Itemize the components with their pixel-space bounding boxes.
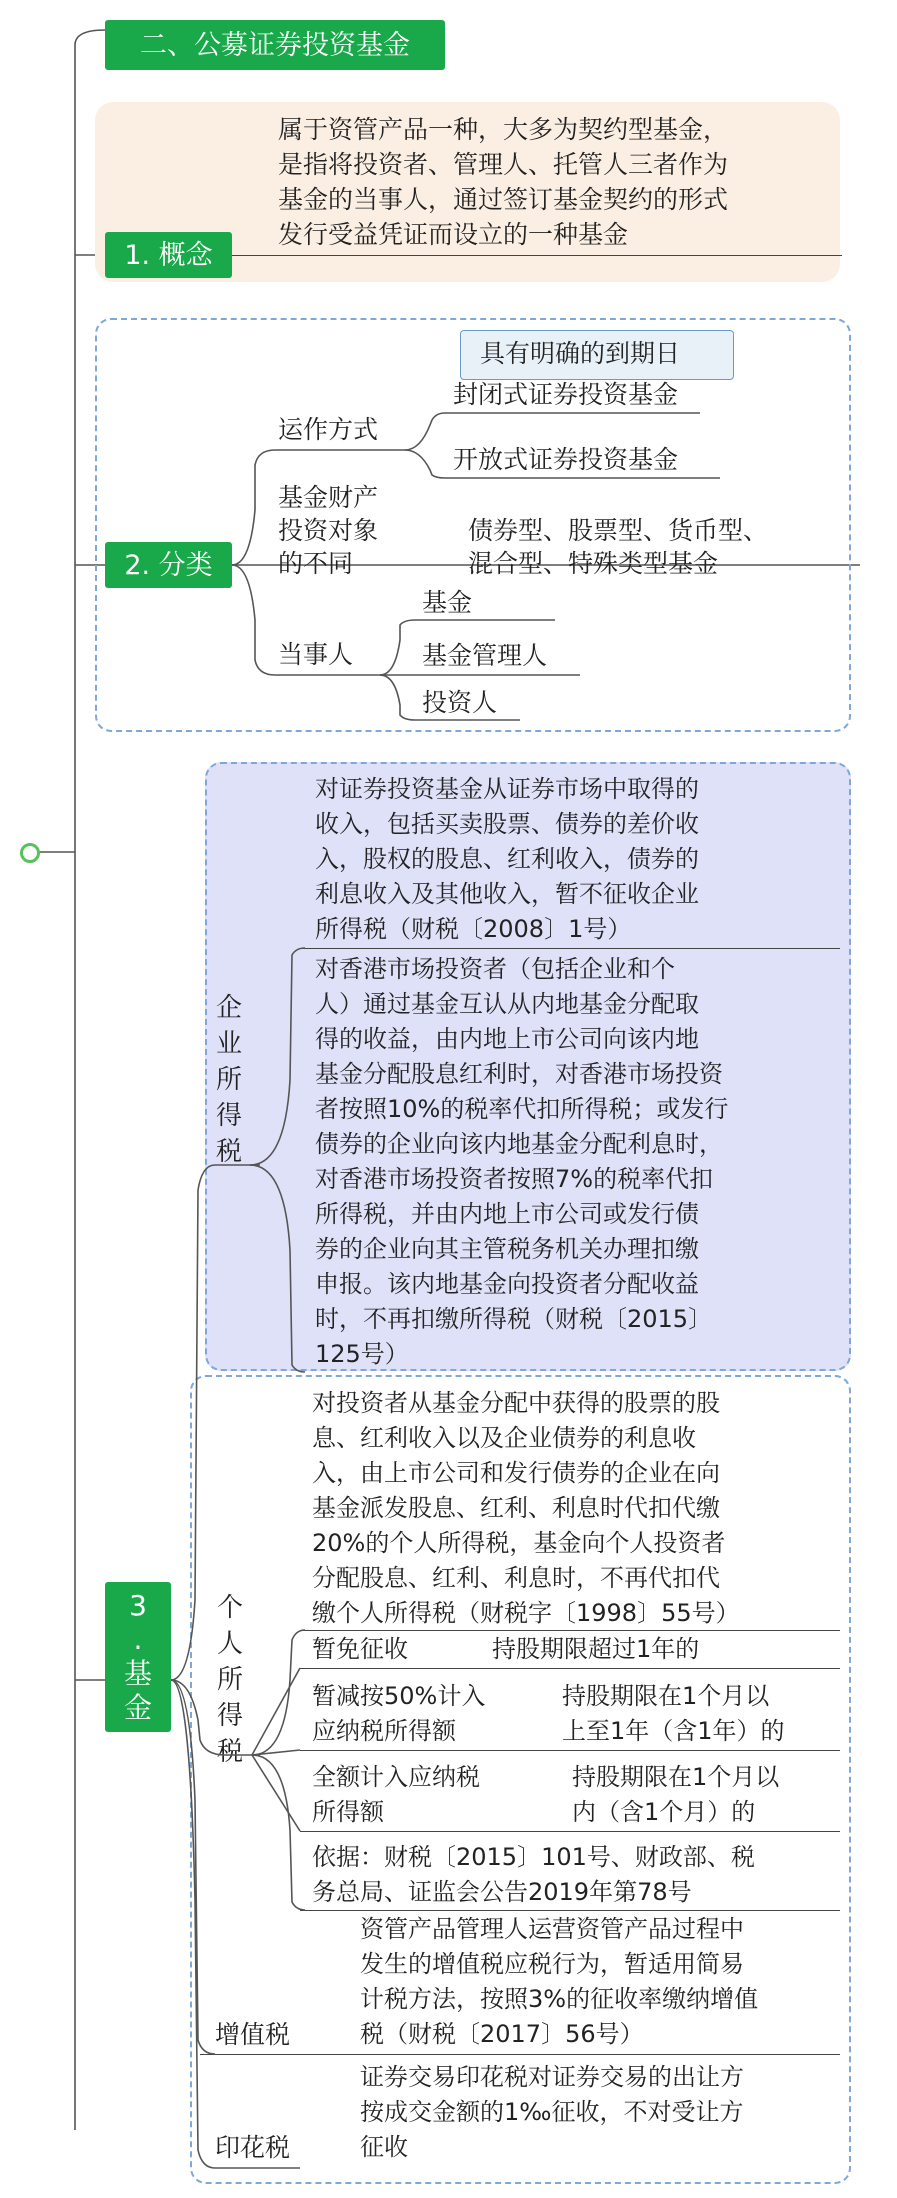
full-right-line: 持股期限在1个月以 xyxy=(572,1763,780,1791)
corporate-p2-line: 对香港市场投资者按照7%的税率代扣 xyxy=(315,1165,714,1193)
concept-badge[interactable]: 1. 概念 xyxy=(105,232,232,278)
personal-intro-line: 入，由上市公司和发行债券的企业在向 xyxy=(312,1459,720,1487)
assets-label-line-2: 投资对象 xyxy=(278,516,379,545)
full-left-line: 全额计入应纳税 xyxy=(312,1763,480,1791)
corporate-p2-line: 时，不再扣缴所得税（财税〔2015〕 xyxy=(315,1305,713,1333)
exempt-left: 暂免征收 xyxy=(312,1635,408,1663)
stamp-line: 征收 xyxy=(360,2133,408,2161)
basis-line: 务总局、证监会公告2019年第78号 xyxy=(312,1878,692,1906)
personal-tax-label-char: 税 xyxy=(216,1737,243,1767)
exempt-right: 持股期限超过1年的 xyxy=(492,1635,700,1663)
stamp-line: 证券交易印花税对证券交易的出让方 xyxy=(360,2063,744,2091)
corporate-p1-line: 利息收入及其他收入，暂不征收企业 xyxy=(315,880,699,908)
corporate-p2-line: 得的收益，由内地上市公司向该内地 xyxy=(315,1025,699,1053)
concept-line-3: 基金的当事人，通过签订基金契约的形式 xyxy=(278,185,729,214)
concept-line-4: 发行受益凭证而设立的一种基金 xyxy=(278,220,629,249)
corporate-p2-line: 申报。该内地基金向投资者分配收益 xyxy=(315,1270,699,1298)
page-title: 二、公募证券投资基金 xyxy=(105,20,445,70)
fund-badge-char: 金 xyxy=(123,1691,152,1724)
full-right-line: 内（含1个月）的 xyxy=(572,1798,756,1826)
fund-badge-char: . xyxy=(133,1623,143,1656)
personal-tax-label-char: 所 xyxy=(216,1665,243,1695)
corporate-p2-line: 基金分配股息红利时，对香港市场投资 xyxy=(315,1060,723,1088)
corporate-tax-label-char: 企 xyxy=(215,993,242,1023)
personal-intro-line: 分配股息、红利、利息时，不再代扣代 xyxy=(312,1564,720,1592)
concept-line-2: 是指将投资者、管理人、托管人三者作为 xyxy=(278,150,729,179)
personal-intro-line: 对投资者从基金分配中获得的股票的股 xyxy=(312,1389,720,1417)
party-manager: 基金管理人 xyxy=(422,641,548,670)
corporate-p1-line: 入，股权的股息、红利收入，债券的 xyxy=(315,845,699,873)
half-left-line: 暂减按50%计入 xyxy=(312,1682,486,1710)
assets-label-line-3: 的不同 xyxy=(278,549,354,578)
corporate-p2-line: 债券的企业向该内地基金分配利息时， xyxy=(315,1130,723,1158)
fund-badge-char: 基 xyxy=(123,1657,152,1690)
concept-line-1: 属于资管产品一种，大多为契约型基金， xyxy=(278,115,729,144)
corporate-p2-line: 对香港市场投资者（包括企业和个 xyxy=(315,955,675,983)
vat-label: 增值税 xyxy=(215,2020,291,2049)
operation-closed: 封闭式证券投资基金 xyxy=(453,380,679,409)
half-left-line: 应纳税所得额 xyxy=(312,1717,456,1745)
corporate-p1-line: 所得税（财税〔2008〕1号） xyxy=(315,915,632,943)
corporate-p2-line: 所得税，并由内地上市公司或发行债 xyxy=(315,1200,699,1228)
party-investor: 投资人 xyxy=(422,688,498,717)
operation-label: 运作方式 xyxy=(278,415,379,444)
corporate-tax-label-char: 税 xyxy=(215,1137,242,1167)
half-right-line: 持股期限在1个月以 xyxy=(562,1682,770,1710)
stamp-line: 按成交金额的1‰征收，不对受让方 xyxy=(360,2098,744,2126)
corporate-tax-label-char: 所 xyxy=(215,1065,242,1095)
vat-line: 资管产品管理人运营资管产品过程中 xyxy=(360,1915,744,1943)
personal-intro-line: 20%的个人所得税，基金向个人投资者 xyxy=(312,1529,726,1557)
personal-tax-label-char: 人 xyxy=(216,1629,243,1659)
personal-intro-line: 息、红利收入以及企业债券的利息收 xyxy=(312,1424,696,1452)
fund-badge-char: 3 xyxy=(129,1589,147,1622)
corporate-p1-line: 收入，包括买卖股票、债券的差价收 xyxy=(315,810,699,838)
vat-line: 发生的增值税应税行为，暂适用简易 xyxy=(360,1950,744,1978)
corporate-tax-label-char: 得 xyxy=(215,1101,242,1131)
assets-label-line-1: 基金财产 xyxy=(278,483,379,512)
corporate-tax-label-char: 业 xyxy=(215,1029,242,1059)
classification-badge[interactable]: 2. 分类 xyxy=(105,542,232,588)
stamp-label: 印花税 xyxy=(215,2133,291,2162)
operation-open: 开放式证券投资基金 xyxy=(453,445,679,474)
assets-value-line-2: 混合型、特殊类型基金 xyxy=(468,549,719,578)
party-fund: 基金 xyxy=(422,588,473,617)
parties-label: 当事人 xyxy=(278,640,354,669)
corporate-p2-line: 人）通过基金互认从内地基金分配取 xyxy=(315,990,699,1018)
vat-line: 计税方法，按照3%的征收率缴纳增值 xyxy=(360,1985,759,2013)
full-left-line: 所得额 xyxy=(312,1798,384,1826)
half-right-line: 上至1年（含1年）的 xyxy=(562,1717,785,1745)
basis-line: 依据：财税〔2015〕101号、财政部、税 xyxy=(312,1843,755,1871)
operation-note: 具有明确的到期日 xyxy=(480,339,681,368)
corporate-p1-line: 对证券投资基金从证券市场中取得的 xyxy=(315,775,699,803)
personal-intro-line: 基金派发股息、红利、利息时代扣代缴 xyxy=(312,1494,720,1522)
corporate-p2-line: 券的企业向其主管税务机关办理扣缴 xyxy=(315,1235,699,1263)
corporate-p2-line: 者按照10%的税率代扣所得税；或发行 xyxy=(315,1095,729,1123)
assets-value-line-1: 债券型、股票型、货币型、 xyxy=(468,516,769,545)
personal-tax-label-char: 得 xyxy=(216,1701,243,1731)
personal-tax-label-char: 个 xyxy=(216,1593,243,1623)
personal-intro-line: 缴个人所得税（财税字〔1998〕55号） xyxy=(312,1599,740,1627)
corporate-p2-line: 125号） xyxy=(315,1340,409,1368)
vat-line: 税（财税〔2017〕56号） xyxy=(360,2020,644,2048)
